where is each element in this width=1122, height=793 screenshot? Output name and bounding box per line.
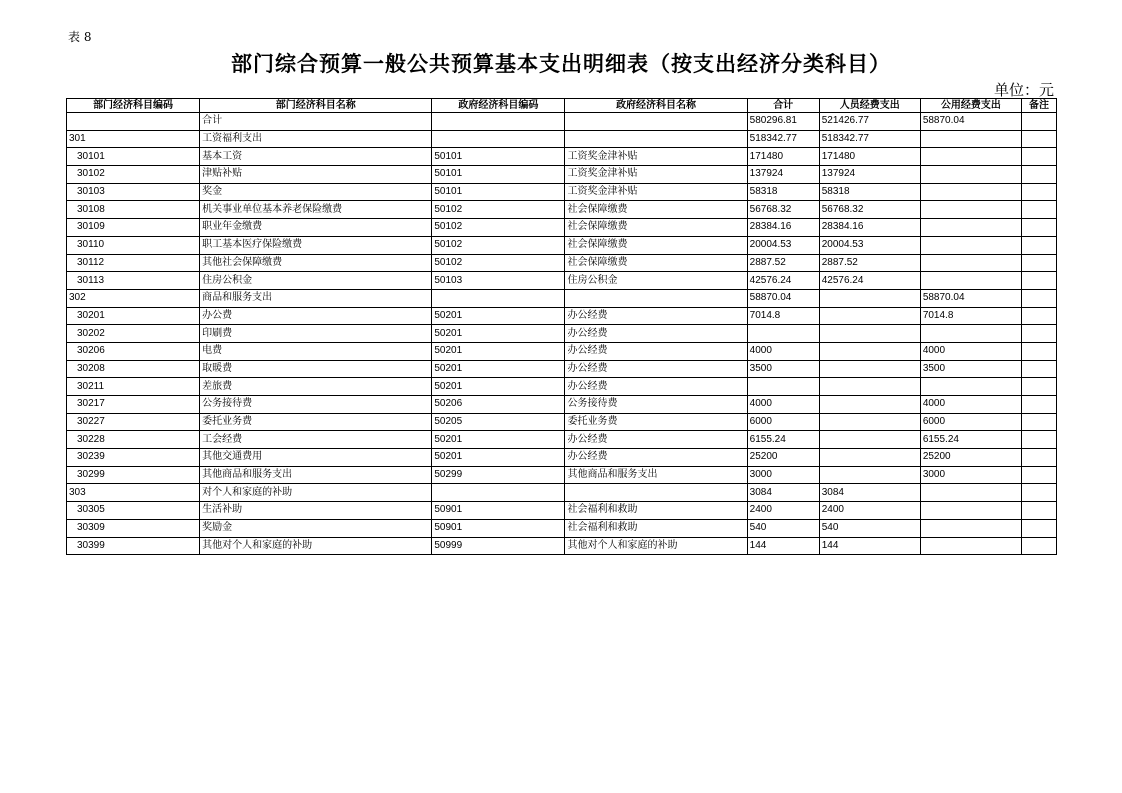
dept-name-cell: 奖金 <box>200 183 432 201</box>
personnel-cell <box>819 378 920 396</box>
dept-name-cell: 其他对个人和家庭的补助 <box>200 537 432 555</box>
public-cell: 58870.04 <box>920 289 1021 307</box>
dept-name-cell: 奖励金 <box>200 519 432 537</box>
public-cell <box>920 183 1021 201</box>
public-cell <box>920 484 1021 502</box>
note-cell <box>1021 396 1056 414</box>
gov-name-cell <box>565 484 747 502</box>
table-number-label: 表 8 <box>68 30 92 44</box>
table-row <box>67 519 1057 537</box>
note-cell <box>1021 360 1056 378</box>
note-cell <box>1021 449 1056 467</box>
total-cell <box>747 378 819 396</box>
note-cell <box>1021 466 1056 484</box>
table-row <box>67 289 1057 307</box>
personnel-cell: 144 <box>819 537 920 555</box>
dept-name-cell: 职业年金缴费 <box>200 219 432 237</box>
table-row <box>67 201 1057 219</box>
public-cell <box>920 502 1021 520</box>
gov-name-cell: 社会保障缴费 <box>565 219 747 237</box>
dept-code-cell: 30103 <box>67 183 200 201</box>
total-cell: 42576.24 <box>747 272 819 290</box>
gov-name-cell: 工资奖金津补贴 <box>565 183 747 201</box>
dept-code-cell <box>67 113 200 131</box>
dept-name-cell: 工资福利支出 <box>200 130 432 148</box>
dept-name-cell: 其他商品和服务支出 <box>200 466 432 484</box>
note-cell <box>1021 502 1056 520</box>
personnel-cell: 56768.32 <box>819 201 920 219</box>
personnel-cell <box>819 396 920 414</box>
personnel-cell: 42576.24 <box>819 272 920 290</box>
public-cell: 6000 <box>920 413 1021 431</box>
table-row <box>67 449 1057 467</box>
table-row <box>67 148 1057 166</box>
gov-code-cell: 50201 <box>432 342 565 360</box>
gov-code-cell: 50299 <box>432 466 565 484</box>
note-cell <box>1021 307 1056 325</box>
gov-code-cell: 50901 <box>432 519 565 537</box>
public-cell <box>920 219 1021 237</box>
note-cell <box>1021 166 1056 184</box>
table-row <box>67 166 1057 184</box>
table-row <box>67 413 1057 431</box>
total-cell: 540 <box>747 519 819 537</box>
gov-code-cell: 50102 <box>432 219 565 237</box>
note-cell <box>1021 219 1056 237</box>
public-cell: 4000 <box>920 342 1021 360</box>
table-row <box>67 342 1057 360</box>
personnel-cell <box>819 413 920 431</box>
gov-code-cell: 50102 <box>432 254 565 272</box>
dept-name-cell: 住房公积金 <box>200 272 432 290</box>
note-cell <box>1021 378 1056 396</box>
note-cell <box>1021 254 1056 272</box>
public-cell: 3500 <box>920 360 1021 378</box>
total-cell: 3500 <box>747 360 819 378</box>
table-row <box>67 502 1057 520</box>
gov-name-cell: 办公经费 <box>565 431 747 449</box>
total-cell: 6155.24 <box>747 431 819 449</box>
gov-code-cell: 50901 <box>432 502 565 520</box>
dept-code-cell: 30206 <box>67 342 200 360</box>
gov-name-cell: 社会保障缴费 <box>565 201 747 219</box>
gov-name-cell: 办公经费 <box>565 325 747 343</box>
gov-code-cell: 50101 <box>432 166 565 184</box>
dept-code-cell: 30228 <box>67 431 200 449</box>
public-cell <box>920 272 1021 290</box>
gov-code-cell: 50201 <box>432 378 565 396</box>
gov-code-cell: 50103 <box>432 272 565 290</box>
public-cell <box>920 148 1021 166</box>
dept-name-cell: 基本工资 <box>200 148 432 166</box>
dept-code-cell: 30108 <box>67 201 200 219</box>
gov-name-cell: 办公经费 <box>565 342 747 360</box>
note-cell <box>1021 289 1056 307</box>
gov-name-cell <box>565 130 747 148</box>
public-cell <box>920 130 1021 148</box>
total-cell: 58318 <box>747 183 819 201</box>
gov-code-cell: 50102 <box>432 236 565 254</box>
gov-code-cell <box>432 289 565 307</box>
public-cell <box>920 537 1021 555</box>
note-cell <box>1021 183 1056 201</box>
personnel-cell: 28384.16 <box>819 219 920 237</box>
personnel-cell: 137924 <box>819 166 920 184</box>
gov-code-cell: 50101 <box>432 148 565 166</box>
note-cell <box>1021 519 1056 537</box>
dept-code-cell: 30109 <box>67 219 200 237</box>
header-gov-name: 政府经济科目名称 <box>565 99 747 113</box>
personnel-cell: 20004.53 <box>819 236 920 254</box>
table-row <box>67 307 1057 325</box>
table-row <box>67 466 1057 484</box>
public-cell: 58870.04 <box>920 113 1021 131</box>
total-cell: 6000 <box>747 413 819 431</box>
gov-code-cell: 50205 <box>432 413 565 431</box>
note-cell <box>1021 413 1056 431</box>
dept-code-cell: 30309 <box>67 519 200 537</box>
gov-code-cell: 50101 <box>432 183 565 201</box>
gov-code-cell <box>432 130 565 148</box>
header-total: 合计 <box>747 99 819 113</box>
total-cell: 2887.52 <box>747 254 819 272</box>
public-cell: 3000 <box>920 466 1021 484</box>
total-cell: 58870.04 <box>747 289 819 307</box>
gov-name-cell: 公务接待费 <box>565 396 747 414</box>
table-row <box>67 113 1057 131</box>
gov-name-cell: 社会福利和救助 <box>565 519 747 537</box>
dept-code-cell: 303 <box>67 484 200 502</box>
dept-code-cell: 30102 <box>67 166 200 184</box>
personnel-cell: 2400 <box>819 502 920 520</box>
header-personnel: 人员经费支出 <box>819 99 920 113</box>
gov-name-cell <box>565 113 747 131</box>
total-cell: 580296.81 <box>747 113 819 131</box>
personnel-cell <box>819 342 920 360</box>
note-cell <box>1021 537 1056 555</box>
table-row <box>67 236 1057 254</box>
table-row <box>67 130 1057 148</box>
total-cell: 3000 <box>747 466 819 484</box>
table-row <box>67 254 1057 272</box>
total-cell: 144 <box>747 537 819 555</box>
table-body <box>67 113 1057 555</box>
dept-name-cell: 委托业务费 <box>200 413 432 431</box>
personnel-cell <box>819 431 920 449</box>
header-gov-code: 政府经济科目编码 <box>432 99 565 113</box>
dept-code-cell: 30201 <box>67 307 200 325</box>
note-cell <box>1021 236 1056 254</box>
gov-name-cell <box>565 289 747 307</box>
budget-detail-table <box>66 98 1057 555</box>
total-cell: 4000 <box>747 396 819 414</box>
gov-name-cell: 办公经费 <box>565 378 747 396</box>
table-row <box>67 396 1057 414</box>
dept-code-cell: 301 <box>67 130 200 148</box>
personnel-cell <box>819 466 920 484</box>
gov-name-cell: 其他商品和服务支出 <box>565 466 747 484</box>
dept-code-cell: 30113 <box>67 272 200 290</box>
dept-name-cell: 工会经费 <box>200 431 432 449</box>
header-dept-name: 部门经济科目名称 <box>200 99 432 113</box>
gov-code-cell: 50999 <box>432 537 565 555</box>
personnel-cell: 518342.77 <box>819 130 920 148</box>
total-cell: 2400 <box>747 502 819 520</box>
dept-name-cell: 其他社会保障缴费 <box>200 254 432 272</box>
note-cell <box>1021 325 1056 343</box>
note-cell <box>1021 130 1056 148</box>
gov-code-cell: 50201 <box>432 360 565 378</box>
personnel-cell: 3084 <box>819 484 920 502</box>
header-note: 备注 <box>1021 99 1056 113</box>
gov-code-cell <box>432 484 565 502</box>
gov-name-cell: 工资奖金津补贴 <box>565 148 747 166</box>
note-cell <box>1021 148 1056 166</box>
total-cell: 518342.77 <box>747 130 819 148</box>
table-row <box>67 325 1057 343</box>
personnel-cell <box>819 449 920 467</box>
gov-name-cell: 住房公积金 <box>565 272 747 290</box>
total-cell: 137924 <box>747 166 819 184</box>
dept-name-cell: 生活补助 <box>200 502 432 520</box>
personnel-cell: 540 <box>819 519 920 537</box>
gov-name-cell: 其他对个人和家庭的补助 <box>565 537 747 555</box>
dept-code-cell: 30101 <box>67 148 200 166</box>
gov-code-cell <box>432 113 565 131</box>
note-cell <box>1021 484 1056 502</box>
note-cell <box>1021 431 1056 449</box>
public-cell: 7014.8 <box>920 307 1021 325</box>
public-cell <box>920 519 1021 537</box>
gov-name-cell: 社会保障缴费 <box>565 254 747 272</box>
gov-code-cell: 50201 <box>432 449 565 467</box>
gov-code-cell: 50201 <box>432 431 565 449</box>
public-cell: 25200 <box>920 449 1021 467</box>
total-cell: 7014.8 <box>747 307 819 325</box>
personnel-cell <box>819 325 920 343</box>
gov-name-cell: 办公经费 <box>565 307 747 325</box>
unit-label: 单位：元 <box>993 81 1054 99</box>
personnel-cell <box>819 360 920 378</box>
header-public: 公用经费支出 <box>920 99 1021 113</box>
dept-code-cell: 30208 <box>67 360 200 378</box>
dept-code-cell: 30211 <box>67 378 200 396</box>
dept-name-cell: 商品和服务支出 <box>200 289 432 307</box>
public-cell <box>920 254 1021 272</box>
table-row <box>67 183 1057 201</box>
page-title: 部门综合预算一般公共预算基本支出明细表（按支出经济分类科目） <box>231 51 891 76</box>
public-cell: 6155.24 <box>920 431 1021 449</box>
gov-name-cell: 工资奖金津补贴 <box>565 166 747 184</box>
dept-code-cell: 30227 <box>67 413 200 431</box>
dept-name-cell: 津贴补贴 <box>200 166 432 184</box>
table-row <box>67 360 1057 378</box>
dept-code-cell: 30217 <box>67 396 200 414</box>
dept-name-cell: 取暖费 <box>200 360 432 378</box>
dept-code-cell: 30112 <box>67 254 200 272</box>
note-cell <box>1021 342 1056 360</box>
public-cell <box>920 201 1021 219</box>
dept-code-cell: 302 <box>67 289 200 307</box>
dept-name-cell: 电费 <box>200 342 432 360</box>
header-dept-code: 部门经济科目编码 <box>67 99 200 113</box>
dept-code-cell: 30202 <box>67 325 200 343</box>
public-cell <box>920 166 1021 184</box>
gov-name-cell: 社会保障缴费 <box>565 236 747 254</box>
dept-name-cell: 机关事业单位基本养老保险缴费 <box>200 201 432 219</box>
table-row <box>67 431 1057 449</box>
dept-name-cell: 合计 <box>200 113 432 131</box>
total-cell <box>747 325 819 343</box>
note-cell <box>1021 113 1056 131</box>
personnel-cell <box>819 307 920 325</box>
gov-code-cell: 50102 <box>432 201 565 219</box>
table-row <box>67 537 1057 555</box>
gov-code-cell: 50201 <box>432 307 565 325</box>
note-cell <box>1021 272 1056 290</box>
total-cell: 56768.32 <box>747 201 819 219</box>
dept-name-cell: 其他交通费用 <box>200 449 432 467</box>
table-header-row <box>67 99 1057 113</box>
total-cell: 3084 <box>747 484 819 502</box>
total-cell: 28384.16 <box>747 219 819 237</box>
gov-code-cell: 50201 <box>432 325 565 343</box>
table-row <box>67 484 1057 502</box>
gov-name-cell: 办公经费 <box>565 449 747 467</box>
gov-name-cell: 委托业务费 <box>565 413 747 431</box>
dept-name-cell: 印刷费 <box>200 325 432 343</box>
personnel-cell: 521426.77 <box>819 113 920 131</box>
total-cell: 20004.53 <box>747 236 819 254</box>
gov-name-cell: 社会福利和救助 <box>565 502 747 520</box>
dept-code-cell: 30399 <box>67 537 200 555</box>
total-cell: 171480 <box>747 148 819 166</box>
public-cell: 4000 <box>920 396 1021 414</box>
personnel-cell: 58318 <box>819 183 920 201</box>
dept-name-cell: 办公费 <box>200 307 432 325</box>
total-cell: 4000 <box>747 342 819 360</box>
personnel-cell <box>819 289 920 307</box>
public-cell <box>920 236 1021 254</box>
dept-name-cell: 职工基本医疗保险缴费 <box>200 236 432 254</box>
personnel-cell: 2887.52 <box>819 254 920 272</box>
dept-code-cell: 30305 <box>67 502 200 520</box>
dept-code-cell: 30299 <box>67 466 200 484</box>
table-row <box>67 219 1057 237</box>
public-cell <box>920 378 1021 396</box>
dept-name-cell: 对个人和家庭的补助 <box>200 484 432 502</box>
table-row <box>67 272 1057 290</box>
personnel-cell: 171480 <box>819 148 920 166</box>
gov-name-cell: 办公经费 <box>565 360 747 378</box>
dept-code-cell: 30110 <box>67 236 200 254</box>
dept-code-cell: 30239 <box>67 449 200 467</box>
gov-code-cell: 50206 <box>432 396 565 414</box>
dept-name-cell: 差旅费 <box>200 378 432 396</box>
dept-name-cell: 公务接待费 <box>200 396 432 414</box>
table-row <box>67 378 1057 396</box>
note-cell <box>1021 201 1056 219</box>
total-cell: 25200 <box>747 449 819 467</box>
public-cell <box>920 325 1021 343</box>
